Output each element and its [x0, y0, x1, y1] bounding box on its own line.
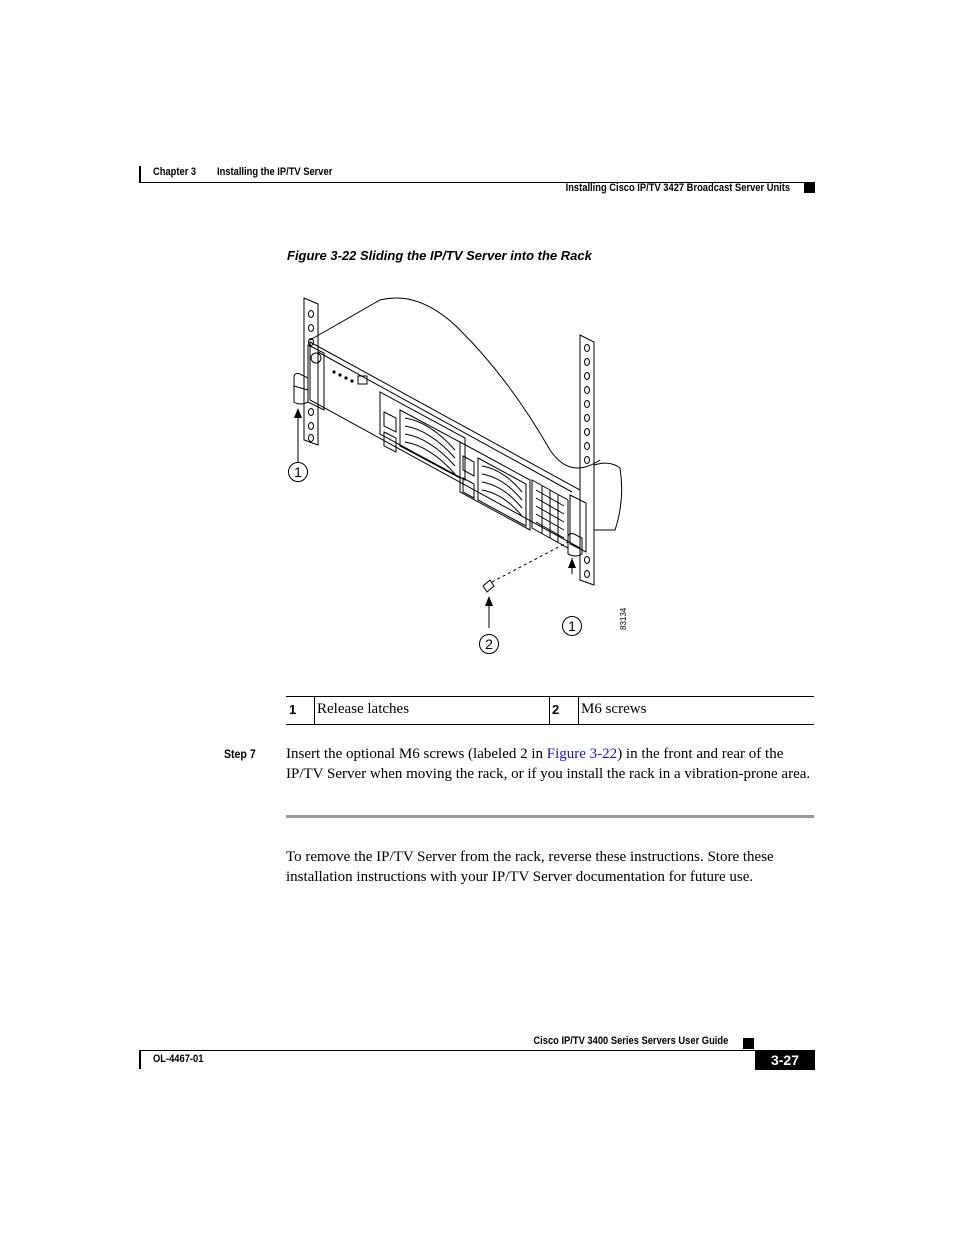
- callout-2: [480, 635, 499, 654]
- step-text-after: ) in the front and rear of the IP/TV Server when moving the rack, or if you install the rack in a vibration-prone area.: [286, 746, 811, 782]
- callout-1-right: [563, 617, 582, 636]
- step-end-rule: [286, 815, 814, 818]
- footer-guide-title: Cisco IP/TV 3400 Series Servers User Guide: [533, 1035, 728, 1047]
- legend-number: 1: [289, 702, 297, 717]
- page-number: 3-27: [755, 1050, 815, 1070]
- legend-divider: [578, 697, 579, 724]
- svg-text:2: 2: [485, 636, 493, 652]
- vent-grille: [532, 480, 568, 548]
- header-chapter: Chapter 3: [153, 166, 197, 178]
- header-section-title: Installing Cisco IP/TV 3427 Broadcast Server Units: [565, 182, 790, 194]
- header-chapter-title: Installing the IP/TV Server: [217, 166, 333, 178]
- callout-1-left: [289, 463, 308, 482]
- left-rail-holes: [309, 311, 314, 442]
- legend-label: Release latches: [317, 701, 410, 717]
- step-text-before: Insert the optional M6 screws (labeled 2 in: [286, 746, 547, 762]
- step-text: [286, 745, 816, 784]
- figure-legend-table: [286, 696, 814, 725]
- footer-doc-number: OL-4467-01: [153, 1053, 204, 1065]
- svg-text:1: 1: [568, 618, 576, 634]
- left-release-latch: [294, 374, 308, 405]
- header-marker-block: [804, 183, 815, 193]
- figure-caption: Figure 3-22 Sliding the IP/TV Server into the Rack: [287, 248, 592, 263]
- svg-text:1: 1: [294, 464, 302, 480]
- footer-left-bar: [139, 1050, 141, 1069]
- figure-cross-reference-link[interactable]: Figure 3-22: [546, 746, 618, 762]
- legend-number: 2: [552, 702, 560, 717]
- server-front-bezel: [310, 342, 580, 548]
- server-top-cover: [310, 298, 600, 468]
- legend-divider: [549, 697, 550, 724]
- art-id: 83134: [619, 607, 628, 630]
- legend-divider: [314, 697, 315, 724]
- header-left-bar: [139, 166, 141, 183]
- footer-rule: [139, 1050, 755, 1051]
- step-label: Step 7: [224, 747, 256, 761]
- right-rail-holes: [585, 345, 590, 578]
- footer-marker-block: [743, 1038, 754, 1049]
- legend-label: M6 screws: [581, 701, 647, 717]
- body-paragraph: To remove the IP/TV Server from the rack, reverse these instructions. Store these installation instructions with your IP/TV Server documentation for future use.: [286, 849, 774, 885]
- rack-server-illustration: [280, 290, 640, 670]
